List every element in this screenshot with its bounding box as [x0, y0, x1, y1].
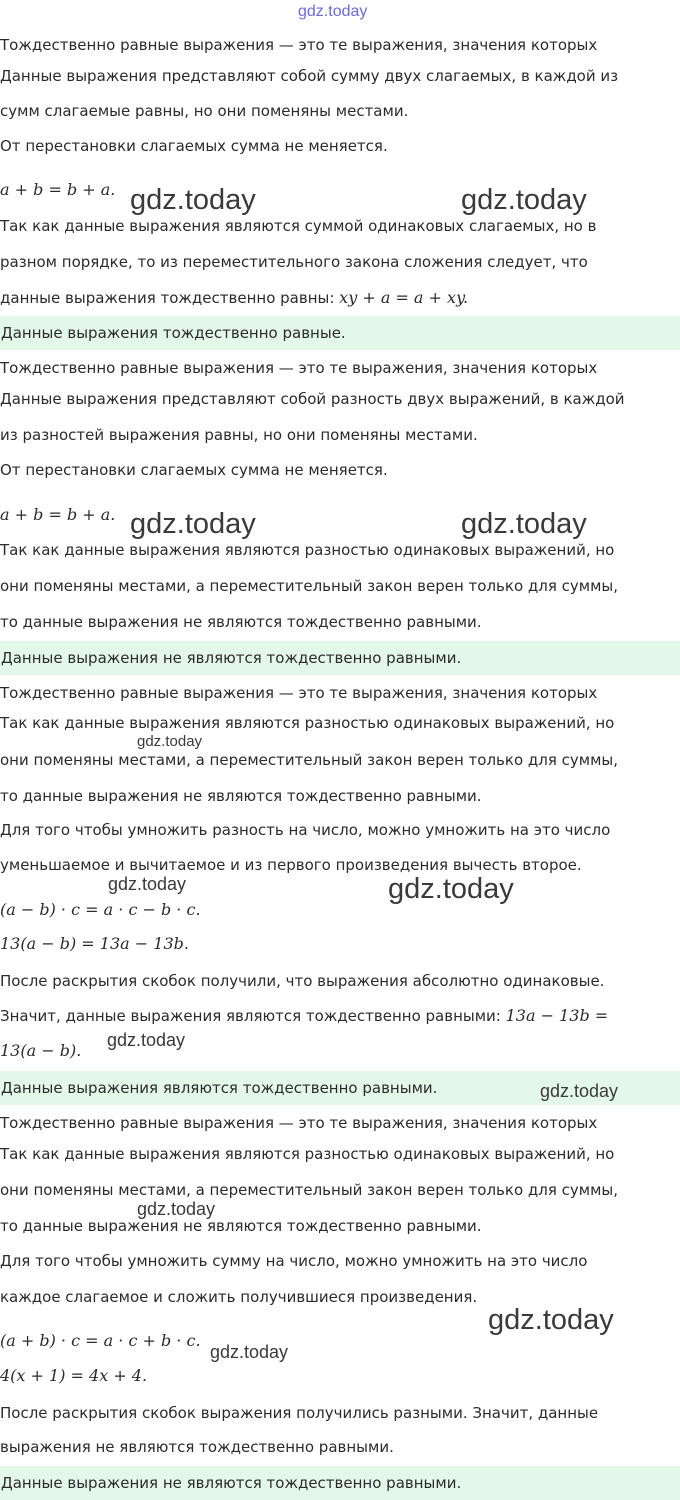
formula: a + b = b + a. [0, 505, 116, 524]
paragraph-line: выражения не являются тождественно равными. [0, 1438, 394, 1456]
watermark: gdz.today [107, 1030, 186, 1050]
paragraph-line: сумм слагаемые равны, но они поменяны местами. [0, 102, 409, 120]
paragraph-text: Значит, данные выражения являются тождественно равными: [0, 1007, 506, 1025]
paragraph-line: то данные выражения не являются тождественно равными. [0, 613, 482, 631]
formula: a + b = b + a. [0, 180, 116, 199]
watermark: gdz.today [137, 1199, 216, 1219]
answer-box [0, 316, 680, 350]
paragraph-line: Так как данные выражения являются суммой одинаковых слагаемых, но в [0, 217, 597, 235]
paragraph-line: Так как данные выражения являются разностью одинаковых выражений, но [0, 714, 615, 732]
paragraph-line: От перестановки слагаемых сумма не меняется. [0, 461, 388, 479]
answer-box [0, 641, 680, 675]
watermark: gdz.today [461, 508, 587, 540]
answer-box [0, 1466, 680, 1500]
formula: 13(a − b) = 13a − 13b. [0, 934, 189, 953]
paragraph-line: Для того чтобы умножить сумму на число, можно умножить на это число [0, 1252, 588, 1270]
paragraph-line: Тождественно равные выражения — это те выражения, значения которых [0, 684, 598, 702]
paragraph-line: то данные выражения не являются тождественно равными. [0, 787, 482, 805]
paragraph-line: После раскрытия скобок получили, что выражения абсолютно одинаковые. [0, 972, 605, 990]
paragraph-line: Так как данные выражения являются разностью одинаковых выражений, но [0, 541, 615, 559]
watermark: gdz.today [388, 873, 514, 905]
paragraph-line: разном порядке, то из переместительного закона сложения следует, что [0, 253, 588, 271]
paragraph-line: каждое слагаемое и сложить получившиеся произведения. [0, 1288, 478, 1306]
paragraph-line: После раскрытия скобок выражения получились разными. Значит, данные [0, 1404, 599, 1422]
paragraph-line: Тождественно равные выражения — это те выражения, значения которых [0, 359, 598, 377]
paragraph-line: Тождественно равные выражения — это те выражения, значения которых [0, 36, 598, 54]
paragraph-line: Тождественно равные выражения — это те выражения, значения которых [0, 1114, 598, 1132]
paragraph-text: данные выражения тождественно равны: [0, 289, 340, 307]
paragraph-line: Данные выражения представляют собой разность двух выражений, в каждой [0, 390, 625, 408]
paragraph-line: они поменяны местами, а переместительный закон верен только для суммы, [0, 751, 619, 769]
formula: 4(x + 1) = 4x + 4. [0, 1366, 148, 1385]
answer-text: Данные выражения тождественно равные. [1, 324, 346, 342]
formula: (a − b) · c = a · c − b · c. [0, 900, 201, 919]
inline-formula: xy + a = a + xy. [339, 288, 469, 307]
watermark: gdz.today [540, 1081, 619, 1101]
paragraph-line: От перестановки слагаемых сумма не меняется. [0, 137, 388, 155]
watermark: gdz.today [488, 1304, 614, 1336]
inline-formula: 13a − 13b = [505, 1006, 609, 1025]
answer-text: Данные выражения не являются тождественно равными. [1, 649, 462, 667]
watermark: gdz.today [137, 733, 203, 750]
answer-text: Данные выражения являются тождественно равными. [1, 1079, 438, 1097]
watermark: gdz.today [461, 184, 587, 216]
watermark: gdz.today [108, 874, 187, 894]
paragraph-line-with-formula [0, 1006, 680, 1026]
paragraph-line: из разностей выражения равны, но они поменяны местами. [0, 426, 478, 444]
paragraph-line: Для того чтобы умножить разность на число, можно умножить на это число [0, 821, 611, 839]
paragraph-line: уменьшаемое и вычитаемое и из первого произведения вычесть второе. [0, 856, 582, 874]
paragraph-line-with-formula [0, 288, 680, 308]
paragraph-line: они поменяны местами, а переместительный закон верен только для суммы, [0, 577, 619, 595]
watermark: gdz.today [130, 184, 256, 216]
formula: (a + b) · c = a · c + b · c. [0, 1331, 201, 1350]
top-watermark: gdz.today [298, 3, 368, 20]
formula-continuation: 13(a − b). [0, 1041, 82, 1060]
watermark: gdz.today [130, 508, 256, 540]
paragraph-line: то данные выражения не являются тождественно равными. [0, 1217, 482, 1235]
watermark: gdz.today [210, 1342, 289, 1362]
paragraph-line: Данные выражения представляют собой сумму двух слагаемых, в каждой из [0, 67, 619, 85]
paragraph-line: Так как данные выражения являются разностью одинаковых выражений, но [0, 1145, 615, 1163]
paragraph-line: они поменяны местами, а переместительный закон верен только для суммы, [0, 1181, 619, 1199]
answer-text: Данные выражения не являются тождественно равными. [1, 1474, 462, 1492]
